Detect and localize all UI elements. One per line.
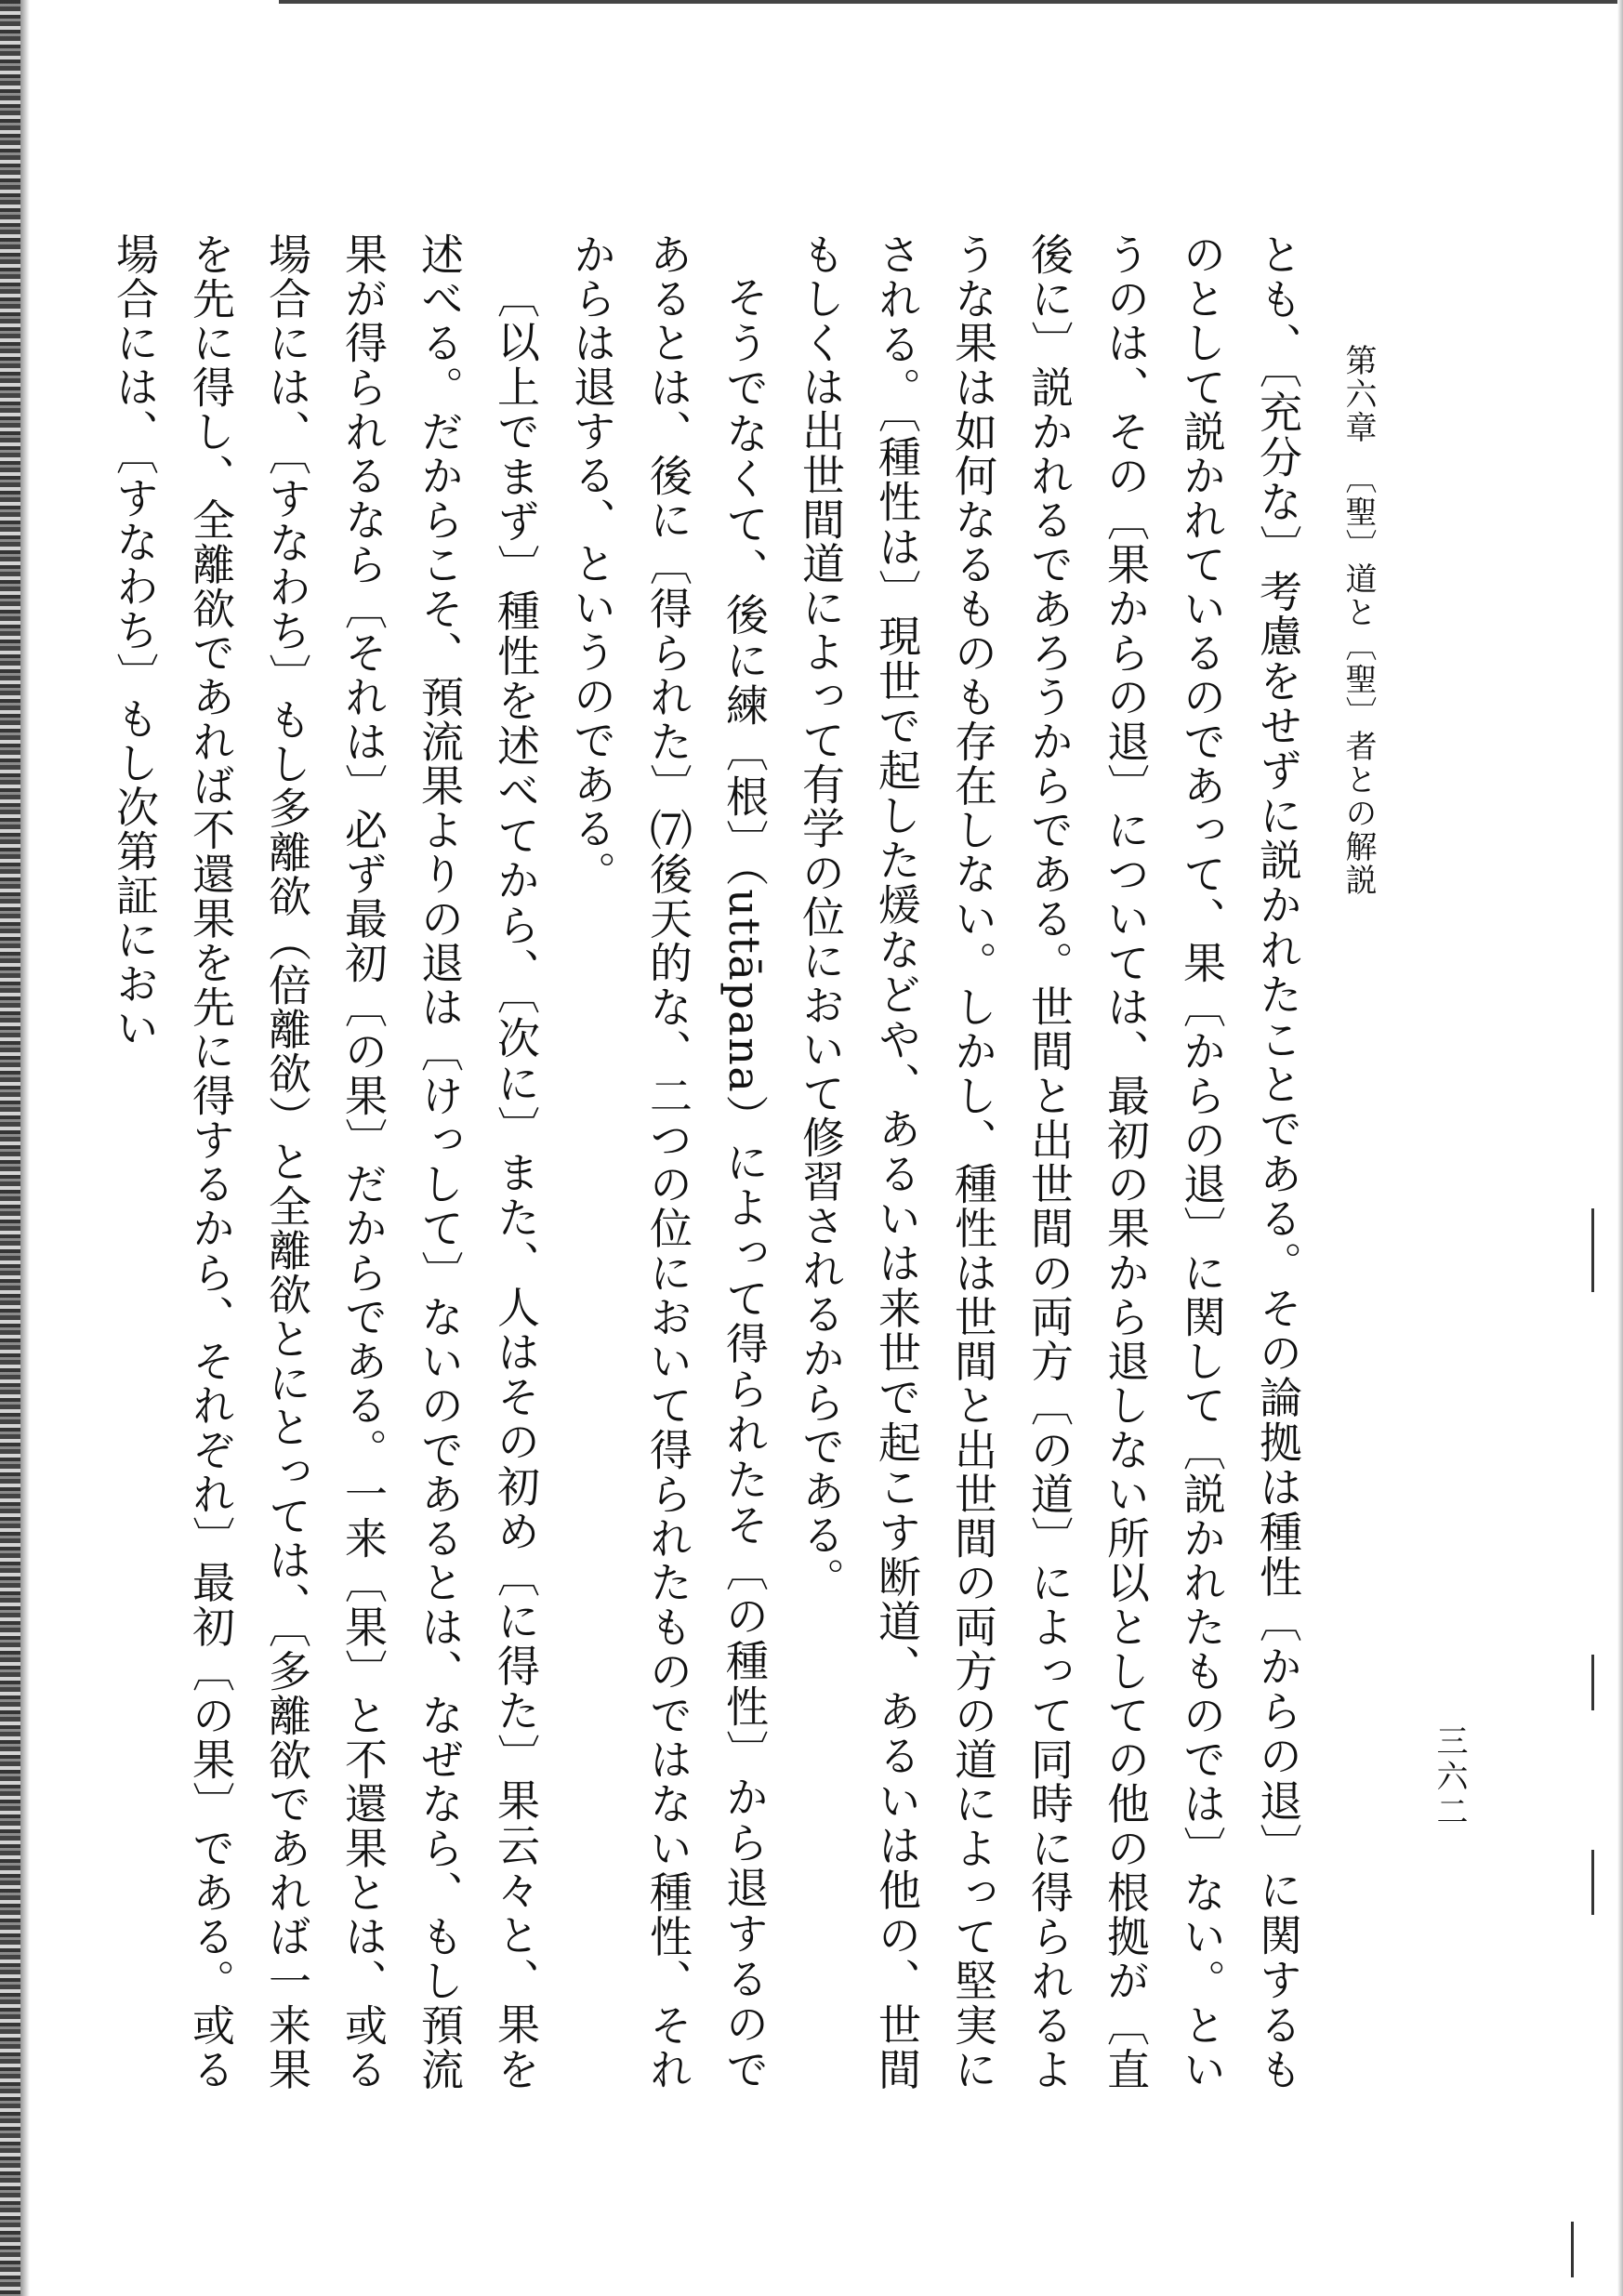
paragraph-2: そうでなくて、後に練〔根〕（uttāpana）によって得られたそ〔の種性〕から退するのであるとは、後に〔得られた〕⑺後天的な、二つの位において得られたものではない種性、それからは退する、というのである。 — [567, 232, 770, 2091]
scan-edge-gradient — [20, 0, 30, 2296]
body-text — [97, 232, 1316, 2091]
page-number: 三六二 — [1431, 1724, 1468, 1830]
margin-mark — [1571, 2222, 1574, 2277]
scan-top-border — [279, 0, 1623, 4]
scan-edge-shadow — [0, 0, 20, 2296]
running-header: 第六章 〔聖〕道と〔聖〕者との解説 — [1339, 344, 1377, 897]
margin-mark — [1591, 1208, 1594, 1292]
paragraph-1: とも、〔充分な〕考慮をせずに説かれたことである。その論拠は種性〔からの退〕に関するものとして説かれているのであって、果〔からの退〕に関して〔説かれたものでは〕ない。というのは、その〔果からの退〕については、最初の果から退しない所以としての他の根拠が〔直後に〕説かれるであろうからである。世間と出世間の両方〔の道〕によって同時に得られるような果は如何なるものも存在しない。しかし、種性は世間と出世間の両方の道によって堅実にされる。〔種性は〕現世で起した煖などや、あるいは来世で起こす断道、あるいは他の、世間もしくは出世間道によって有学の位において修習されるからである。 — [796, 232, 1303, 2091]
margin-mark — [1591, 1655, 1594, 1710]
margin-mark — [1591, 1850, 1594, 1915]
scan-right-border — [1617, 0, 1623, 2296]
paragraph-3: 〔以上でまず〕種性を述べてから、〔次に〕また、人はその初め〔に得た〕果云々と、果を述べる。だからこそ、預流果よりの退は〔けっして〕ないのであるとは、なぜなら、もし預流果が得られるなら〔それは〕必ず最初〔の果〕だからである。一来〔果〕と不還果とは、或る場合には、〔すなわち〕もし多離欲（倍離欲）と全離欲とにとっては、〔多離欲であれば一来果を先に得し、全離欲であれば不還果を先に得するから、それぞれ〕最初〔の果〕である。或る場合には、〔すなわち〕もし次第証におい — [110, 232, 541, 2091]
